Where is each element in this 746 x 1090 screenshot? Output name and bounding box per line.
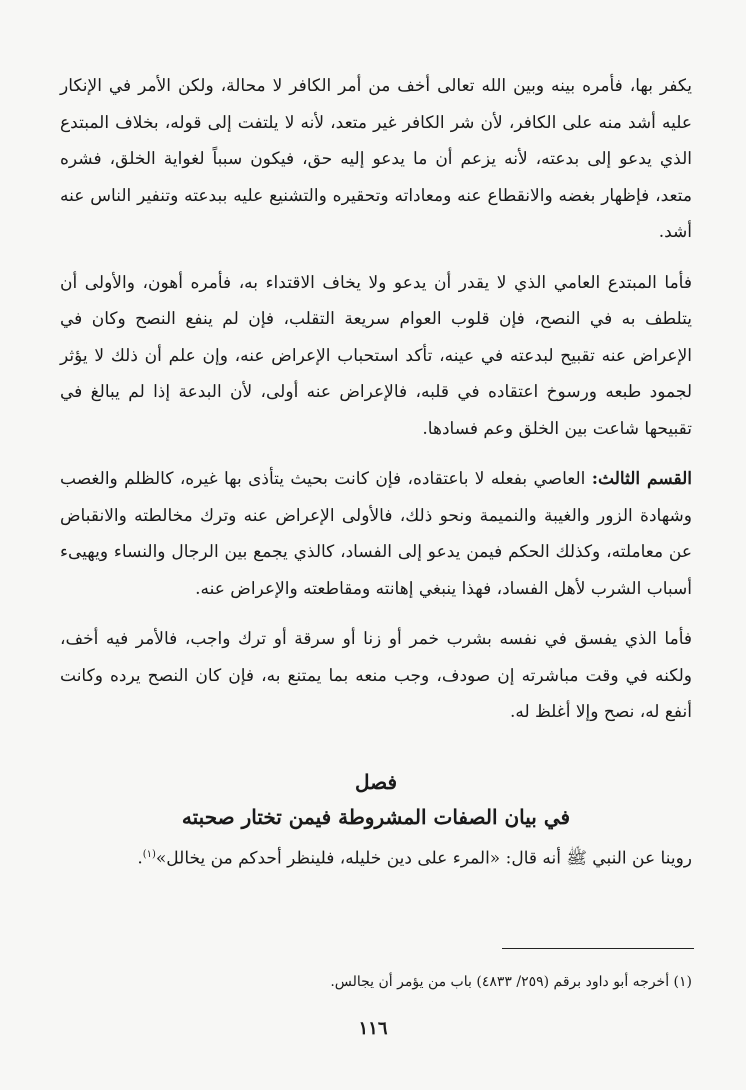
page-body <box>60 68 692 877</box>
paragraph-1: يكفر بها، فأمره بينه وبين الله تعالى أخف من أمر الكافر لا محالة، ولكن الأمر في الإنكار عليه أشد منه على الكافر، لأن شر الكافر غير متعد، لأنه لا يلتفت إلى قوله، بخلاف المبتدع الذي يدعو إلى بدعته، لأنه يزعم أن ما يدعو إليه حق، فيكون سبباً لغواية الخلق، فشره متعد، فإظهار بغضه والانقطاع عنه ومعاداته وتحقيره والتشنيع عليه ببدعته وتنفير الناس عنه أشد. <box>60 76 692 242</box>
hadith-paragraph <box>60 837 692 877</box>
footnote-marker: (١) <box>142 848 156 860</box>
hadith-end: . <box>137 848 143 869</box>
heading-fasl: فصل <box>354 769 398 794</box>
hadith-text: روينا عن النبي ﷺ أنه قال: «المرء على دين خليله، فلينظر أحدكم من يخالل» <box>155 848 692 869</box>
section-text: العاصي بفعله لا باعتقاده، فإن كانت بحيث يتأذى بها غيره، كالظلم والغصب وشهادة الزور والغيبة والنميمة ونحو ذلك، فالأولى الإعراض عنه وترك مخالطته والانقباض عن معاملته، وكذلك الحكم فيمن يدعو إلى الفساد، كالذي يجمع بين الرجال والنساء ويهيىء أسباب الشرب لأهل الفساد، فهذا ينبغي إهانته ومقاطعته والإعراض عنه. <box>60 469 692 599</box>
footnote: (١) أخرجه أبو داود برقم (٢٥٩/ ٤٨٣٣) باب من يؤمر أن يجالس. <box>330 974 692 990</box>
section-label: القسم الثالث: <box>591 469 692 489</box>
paragraph-3 <box>60 461 692 607</box>
heading-subtitle: في بيان الصفات المشروطة فيمن تختار صحبته <box>181 804 571 829</box>
footnote-separator <box>502 948 694 949</box>
paragraph-2: فأما المبتدع العامي الذي لا يقدر أن يدعو ولا يخاف الاقتداء به، فأمره أهون، والأولى أن يتلطف به في النصح، فإن قلوب العوام سريعة التقلب، فإن لم ينفع النصح وكان في الإعراض عنه تقبيح لبدعته في عينه، تأكد استحباب الإعراض عنه، وإن علم أن ذلك لا يؤثر لجمود طبعه ورسوخ اعتقاده في قلبه، فالإعراض عنه أولى، لأن البدعة إذا لم يبالغ في تقبيحها شاعت بين الخلق وعم فسادها. <box>60 272 692 439</box>
paragraph-4: فأما الذي يفسق في نفسه بشرب خمر أو زنا أو سرقة أو ترك واجب، فالأمر فيه أخف، ولكنه في وقت مباشرته إن صودف، وجب منعه بما يمتنع به، فإن كان النصح يرده وكانت أنفع له، نصح وإلا أغلظ له. <box>60 629 692 722</box>
chapter-heading <box>60 765 692 835</box>
page-number: ١١٦ <box>358 1018 388 1039</box>
